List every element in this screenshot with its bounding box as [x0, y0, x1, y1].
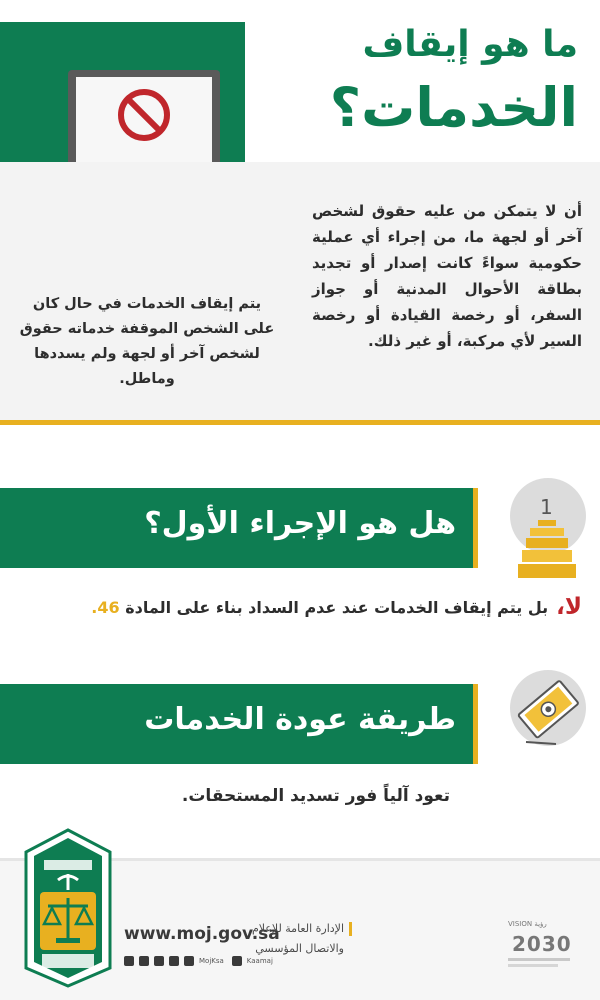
- intro-condition-text: يتم إيقاف الخدمات في حال كان على الشخص الموقفة خدماته حقوق لشخص آخر أو لجهة ولم يسددها وماطل.: [19, 296, 275, 387]
- svg-text:1: 1: [540, 495, 553, 519]
- section-first-procedure: [0, 488, 478, 568]
- twitter-icon[interactable]: [124, 956, 134, 966]
- social-handle-2: Kaamaj: [246, 957, 273, 965]
- answer-explanation-text: بل يتم إيقاف الخدمات عند عدم السداد بناء على المادة: [125, 597, 549, 617]
- prohibited-icon: [116, 87, 172, 143]
- ministry-logo: [22, 828, 114, 988]
- dept-name-line1: الإدارة العامة للإعلام: [251, 922, 344, 935]
- intro-definition-text: أن لا يتمكن من عليه حقوق لشخص آخر أو لجهة ما، من إجراء أي عملية حكومية سواءً كانت إصدار أو تجديد بطاقة الأحوال المدنية أو جواز السفر، أو رخصة القيادة أو رخصة السير لأي مركبة، أو غير ذلك.: [312, 202, 582, 350]
- answer-no-label: لا،: [556, 594, 582, 620]
- section-first-procedure-title: هل هو الإجراء الأول؟: [144, 506, 456, 541]
- instagram-icon[interactable]: [139, 956, 149, 966]
- page-title-line2: الخدمات؟: [329, 76, 578, 139]
- answer-explanation: [91, 598, 548, 617]
- banknote-icon: [516, 672, 582, 748]
- section-gold-edge: [473, 684, 478, 764]
- social-handle-1: MojKsa: [199, 957, 224, 965]
- snapchat-icon[interactable]: [154, 956, 164, 966]
- vision-year: 2030: [512, 932, 572, 956]
- linkedin-icon[interactable]: [184, 956, 194, 966]
- title-box: [245, 14, 600, 164]
- article-number: 46.: [91, 597, 120, 617]
- vision-label: VISION رؤية: [508, 920, 547, 928]
- monitor-screen: [76, 77, 212, 173]
- youtube-icon[interactable]: [169, 956, 179, 966]
- gold-divider: [0, 420, 600, 425]
- media-department: [252, 920, 352, 970]
- vision-subline: [508, 958, 570, 961]
- section-gold-edge: [473, 488, 478, 568]
- section-service-restoration: [0, 684, 478, 764]
- podium-icon: [514, 490, 580, 586]
- page-title-line1: ما هو إيقاف: [362, 24, 578, 65]
- vision-2030-logo: [508, 918, 578, 974]
- vision-subline: [508, 964, 558, 967]
- play-icon[interactable]: [232, 956, 242, 966]
- dept-accent-bar: [349, 922, 352, 936]
- service-restoration-text: تعود آلياً فور تسديد المستحقات.: [181, 786, 450, 806]
- section-service-restoration-title: طريقة عودة الخدمات: [144, 702, 456, 737]
- website-link[interactable]: www.moj.gov.sa: [124, 924, 280, 944]
- first-procedure-answer: [12, 594, 582, 624]
- dept-name-line2: والاتصال المؤسسي: [255, 942, 344, 955]
